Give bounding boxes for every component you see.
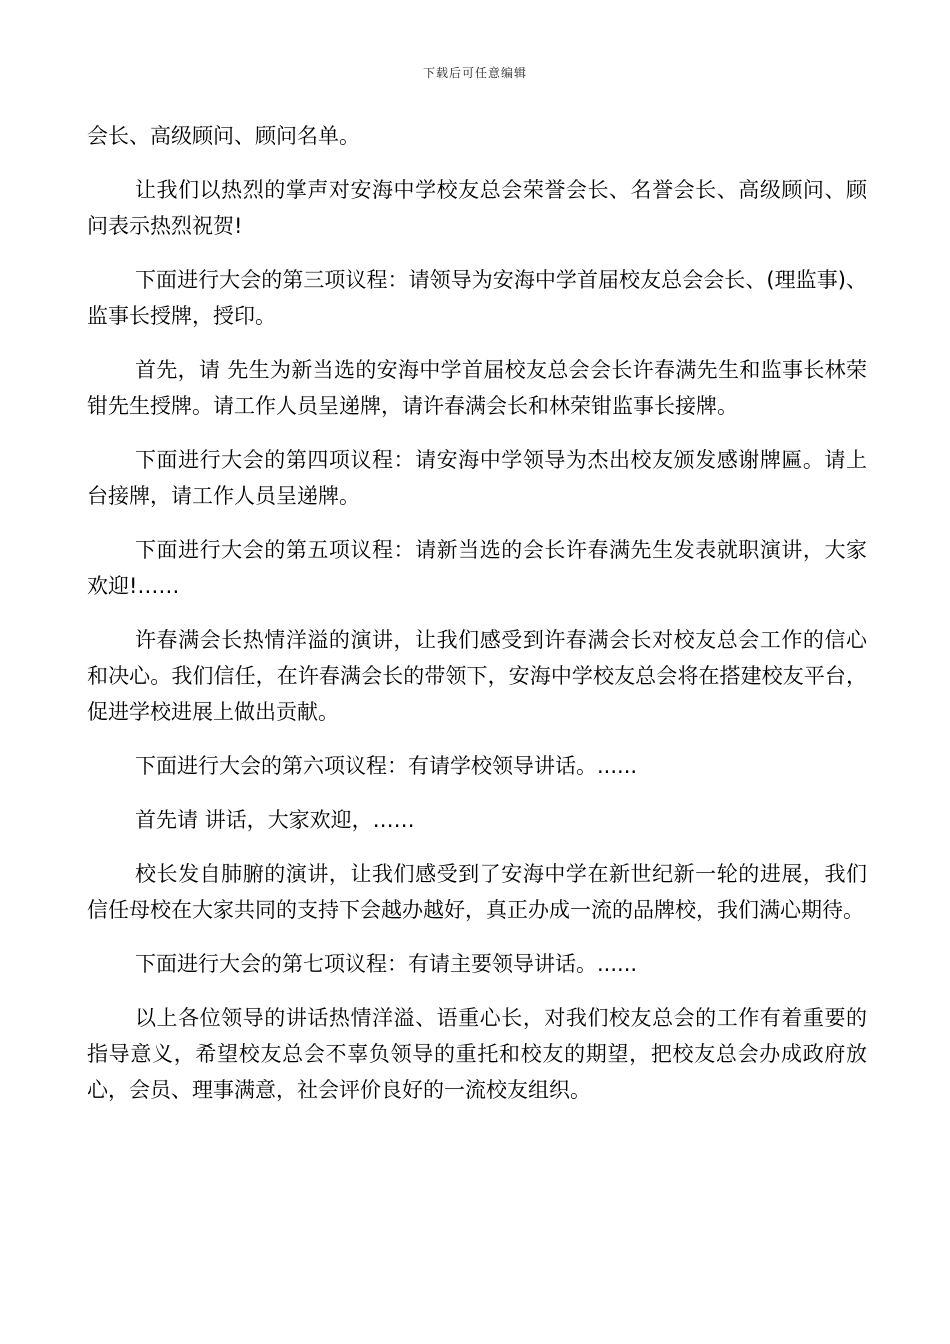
- paragraph: 会长、高级顾问、顾问名单。: [87, 124, 360, 148]
- paragraph: 下面进行大会的第五项议程：请新当选的会长许春满先生发表就职演讲，大家欢迎!……: [87, 538, 867, 598]
- paragraph: 下面进行大会的第六项议程：有请学校领导讲话。......: [135, 754, 638, 778]
- paragraph: 让我们以热烈的掌声对安海中学校友总会荣誉会长、名誉会长、高级顾问、顾问表示热烈祝贺!: [87, 178, 867, 238]
- paragraph: 许春满会长热情洋溢的演讲，让我们感受到许春满会长对校友总会工作的信心和决心。我们信任，在许春满会长的带领下，安海中学校友总会将在搭建校友平台，促进学校进展上做出贡献。: [87, 628, 867, 724]
- paragraph: 首先请 讲话，大家欢迎，……: [135, 808, 415, 832]
- header-note: 下载后可任意编辑: [422, 66, 527, 80]
- paragraph: 下面进行大会的第三项议程：请领导为安海中学首届校友总会会长、(理监事)、监事长授牌，授印。: [87, 268, 867, 328]
- paragraph: 首先，请 先生为新当选的安海中学首届校友总会会长许春满先生和监事长林荣钳先生授牌。请工作人员呈递牌，请许春满会长和林荣钳监事长接牌。: [87, 358, 867, 418]
- paragraph: 校长发自肺腑的演讲，让我们感受到了安海中学在新世纪新一轮的进展，我们信任母校在大家共同的支持下会越办越好，真正办成一流的品牌校，我们满心期待。: [87, 862, 867, 922]
- paragraph: 下面进行大会的第四项议程：请安海中学领导为杰出校友颁发感谢牌匾。请上台接牌，请工作人员呈递牌。: [87, 448, 867, 508]
- paragraph: 下面进行大会的第七项议程：有请主要领导讲话。......: [135, 952, 638, 976]
- document-body: [87, 118, 867, 1126]
- paragraph: 以上各位领导的讲话热情洋溢、语重心长，对我们校友总会的工作有着重要的指导意义，希望校友总会不辜负领导的重托和校友的期望，把校友总会办成政府放心，会员、理事满意，社会评价良好的一流校友组织。: [87, 1006, 867, 1102]
